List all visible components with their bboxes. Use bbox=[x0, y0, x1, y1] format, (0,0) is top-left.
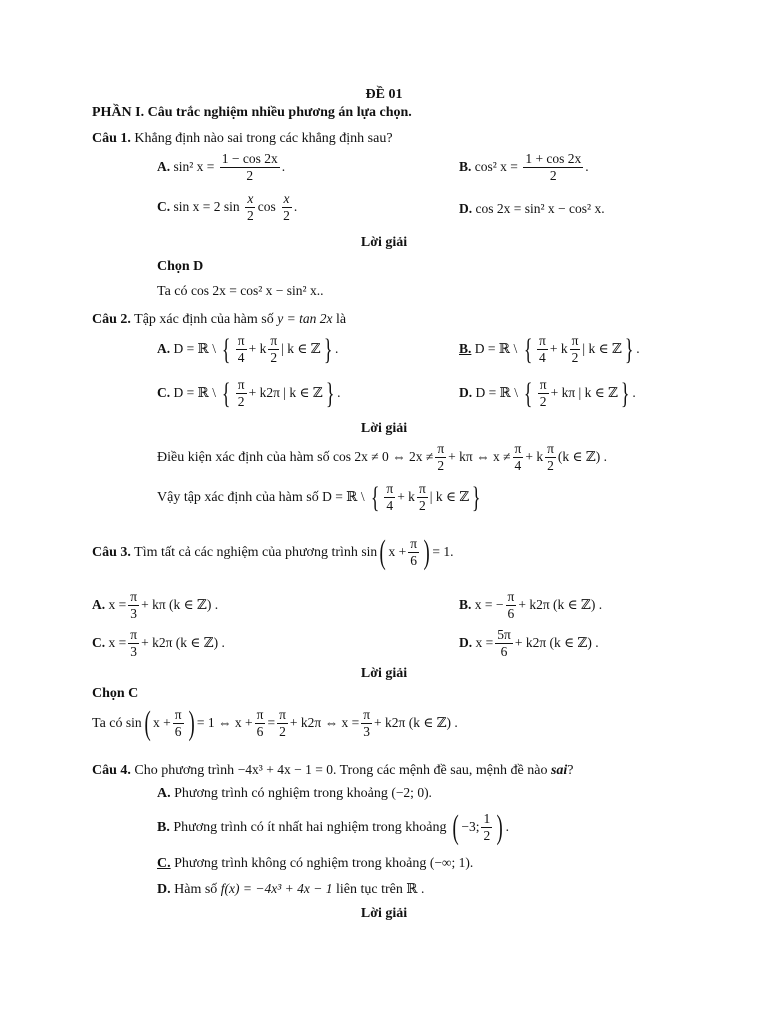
denominator: 3 bbox=[130, 606, 138, 622]
math: D = ℝ \ bbox=[475, 384, 518, 400]
denominator: 4 bbox=[514, 458, 522, 474]
q2-condition-line bbox=[157, 442, 607, 473]
fraction bbox=[236, 334, 247, 365]
text: Phương trình có ít nhất hai nghiệm trong khoảng bbox=[173, 819, 447, 835]
math: + k2π (k ∈ ℤ) . bbox=[518, 596, 603, 612]
denominator: 2 bbox=[246, 168, 254, 184]
numerator: π bbox=[236, 378, 247, 394]
math: sin² x = bbox=[173, 158, 215, 174]
q2-label: Câu 2. bbox=[92, 312, 131, 327]
math: + kπ | k ∈ ℤ bbox=[550, 384, 618, 400]
math: cos² x = bbox=[474, 158, 518, 174]
math: + k bbox=[397, 488, 415, 504]
q1-solution-title: Lời giải bbox=[360, 235, 408, 250]
option-label: A. bbox=[157, 158, 171, 174]
fraction bbox=[277, 708, 288, 739]
numerator: π bbox=[538, 378, 549, 394]
option-label: C. bbox=[157, 198, 171, 214]
part-heading bbox=[92, 106, 412, 120]
q4-qmark: ? bbox=[567, 763, 574, 778]
math: + kπ (k ∈ ℤ) . bbox=[141, 596, 219, 612]
q4-stem bbox=[92, 763, 574, 778]
math: (k ∈ ℤ) . bbox=[557, 448, 607, 464]
right-brace: } bbox=[472, 480, 481, 514]
page-title: ĐỀ 01 bbox=[365, 87, 403, 102]
left-paren: ( bbox=[452, 809, 459, 847]
math: sin x = 2 sin bbox=[173, 198, 240, 214]
option-label: B. bbox=[459, 596, 472, 612]
denominator: 6 bbox=[507, 606, 515, 622]
denominator: 2 bbox=[283, 208, 290, 224]
fraction bbox=[495, 628, 513, 659]
fraction bbox=[236, 378, 247, 409]
math: cos 2x = cos² x − sin² x.. bbox=[191, 283, 324, 298]
math: | k ∈ ℤ bbox=[281, 340, 321, 356]
q2-option-b: B. D = ℝ \ { $\frac{\pi}{4}$ + k $\frac{\pi}{2}$ | k ∈ ℤ} . bbox=[459, 332, 640, 366]
numerator: π bbox=[361, 708, 372, 724]
math: x = bbox=[108, 596, 127, 612]
numerator: π bbox=[277, 708, 288, 724]
fraction bbox=[435, 442, 446, 473]
text: Ta có bbox=[92, 715, 123, 731]
q1-option-c bbox=[157, 192, 297, 223]
q4-option-b bbox=[157, 809, 509, 847]
denominator: 3 bbox=[363, 724, 370, 740]
right-brace: } bbox=[624, 332, 634, 366]
q3-label: Câu 3. bbox=[92, 544, 131, 560]
option-label: B. bbox=[459, 158, 472, 174]
numerator: π bbox=[408, 537, 419, 553]
fraction bbox=[128, 628, 139, 659]
q3-choice: Chọn C bbox=[92, 686, 139, 701]
denominator: 6 bbox=[256, 724, 264, 740]
q3-option-c bbox=[92, 628, 225, 659]
q2-text: Tập xác định của hàm số bbox=[134, 312, 274, 327]
q3-solution-line bbox=[92, 705, 458, 743]
q2-solution-title: Lời giải bbox=[360, 421, 408, 436]
q1-choice: Chọn D bbox=[157, 259, 204, 274]
denominator: 6 bbox=[410, 553, 418, 569]
q1-label: Câu 1. bbox=[92, 131, 131, 146]
q3-option-d bbox=[459, 628, 599, 659]
math: = 1 ⇔ x + bbox=[196, 714, 253, 730]
numerator: π bbox=[236, 334, 247, 350]
right-brace: } bbox=[325, 376, 335, 410]
denominator: 2 bbox=[539, 394, 547, 410]
math: + k2π (k ∈ ℤ) . bbox=[514, 634, 599, 650]
numerator: 1 + cos 2x bbox=[523, 152, 583, 168]
fraction bbox=[570, 334, 581, 365]
denominator: 2 bbox=[418, 498, 426, 514]
denominator: 3 bbox=[130, 644, 138, 660]
math: x + bbox=[152, 714, 171, 730]
fraction bbox=[538, 378, 549, 409]
q2-option-c: C. D = ℝ \ { $\frac{\pi}{2}$ + k2π | k ∈ ℤ} . bbox=[157, 376, 341, 410]
math: D = ℝ \ bbox=[474, 340, 518, 356]
denominator: 6 bbox=[500, 644, 508, 660]
fraction bbox=[408, 537, 419, 568]
math: . bbox=[505, 818, 509, 834]
fraction bbox=[384, 482, 395, 513]
denominator: 2 bbox=[571, 350, 579, 366]
math: + k bbox=[525, 448, 544, 464]
left-paren: ( bbox=[379, 534, 386, 572]
right-paren: ) bbox=[188, 705, 195, 743]
numerator: π bbox=[128, 628, 139, 644]
denominator: 2 bbox=[547, 458, 554, 474]
numerator: 1 bbox=[481, 812, 492, 828]
denominator: 2 bbox=[549, 168, 557, 184]
q3-option-b bbox=[459, 590, 602, 621]
q1-option-a bbox=[157, 152, 285, 183]
q4-emphasis: sai bbox=[550, 763, 568, 778]
numerator: π bbox=[268, 334, 279, 350]
math: cos 2x = sin² x − cos² x. bbox=[475, 201, 605, 216]
denominator: 2 bbox=[247, 208, 254, 224]
option-label: A. bbox=[92, 596, 106, 612]
numerator: π bbox=[417, 482, 428, 498]
math: | k ∈ ℤ bbox=[582, 340, 622, 356]
math: ℝ . bbox=[406, 881, 425, 896]
left-brace: { bbox=[523, 332, 533, 366]
math: x = bbox=[108, 634, 127, 650]
math: . bbox=[293, 198, 298, 214]
fraction bbox=[281, 192, 292, 223]
math: | k ∈ ℤ bbox=[429, 488, 470, 504]
fraction bbox=[537, 334, 548, 365]
denominator: 2 bbox=[279, 724, 286, 740]
text: Phương trình có nghiệm trong khoảng bbox=[174, 786, 388, 801]
text: Điều kiện xác định của hàm số bbox=[157, 449, 330, 465]
right-brace: } bbox=[323, 332, 333, 366]
fraction bbox=[361, 708, 372, 739]
q2-text-end: là bbox=[335, 312, 347, 327]
numerator: π bbox=[537, 334, 548, 350]
numerator: π bbox=[384, 482, 395, 498]
denominator: 4 bbox=[237, 350, 245, 366]
fraction bbox=[128, 590, 139, 621]
q1-stem bbox=[92, 132, 393, 146]
text: liên tục trên bbox=[336, 882, 403, 897]
q2-function: y = tan 2x bbox=[277, 311, 333, 326]
numerator: π bbox=[255, 708, 266, 724]
q1-option-b bbox=[459, 152, 589, 183]
math: cos bbox=[257, 198, 276, 214]
math: + k2π (k ∈ ℤ) . bbox=[141, 634, 225, 650]
math: (−∞; 1). bbox=[429, 855, 474, 870]
option-label: A. bbox=[157, 340, 171, 356]
left-paren: ( bbox=[144, 705, 151, 743]
left-brace: { bbox=[222, 376, 231, 410]
math: D = ℝ \ bbox=[322, 488, 365, 504]
fraction bbox=[513, 442, 524, 473]
numerator: π bbox=[545, 442, 556, 458]
option-label: B. bbox=[157, 819, 170, 835]
math: D = ℝ \ bbox=[173, 340, 216, 356]
fraction bbox=[245, 192, 256, 223]
option-label: D. bbox=[157, 882, 171, 897]
option-label: C. bbox=[157, 384, 171, 400]
q2-conclusion-line bbox=[157, 482, 484, 513]
q4-equation: −4x³ + 4x − 1 = 0. bbox=[237, 762, 337, 777]
numerator: x bbox=[282, 192, 292, 208]
option-label: D. bbox=[459, 384, 473, 400]
text: Hàm số bbox=[174, 882, 218, 897]
text: Vậy tập xác định của hàm số bbox=[157, 489, 319, 505]
numerator: π bbox=[173, 708, 184, 724]
math: sin bbox=[361, 543, 378, 559]
math: + k2π ⇔ x = bbox=[289, 714, 360, 730]
q4-option-a bbox=[157, 786, 432, 801]
q4-text: Cho phương trình bbox=[134, 763, 235, 778]
q3-solution-title: Lời giải bbox=[360, 666, 408, 681]
q2-option-a: A. D = ℝ \ { $\frac{\pi}{4}$ + k $\frac{\pi}{2}$ | k ∈ ℤ} . bbox=[157, 332, 339, 366]
text: Phương trình không có nghiệm trong khoảng bbox=[174, 856, 427, 871]
numerator: π bbox=[570, 334, 581, 350]
denominator: 4 bbox=[539, 350, 546, 366]
math: + k bbox=[248, 340, 267, 356]
fraction bbox=[506, 590, 517, 621]
left-brace: { bbox=[524, 376, 533, 410]
right-paren: ) bbox=[423, 534, 430, 572]
option-label: B. bbox=[459, 340, 472, 356]
fraction bbox=[268, 334, 279, 365]
option-label: C. bbox=[157, 856, 171, 871]
q4-label: Câu 4. bbox=[92, 763, 131, 778]
math: + k bbox=[549, 340, 568, 356]
math: x + bbox=[388, 543, 407, 559]
option-label: D. bbox=[459, 634, 473, 650]
denominator: 2 bbox=[483, 828, 491, 844]
numerator: 1 − cos 2x bbox=[220, 152, 280, 168]
fraction bbox=[481, 812, 492, 843]
denominator: 6 bbox=[174, 724, 182, 740]
part-text: Câu trắc nghiệm nhiều phương án lựa chọn. bbox=[147, 105, 412, 120]
math: cos 2x ≠ 0 ⇔ 2x ≠ bbox=[333, 448, 434, 464]
fraction bbox=[523, 152, 583, 183]
math: (−2; 0). bbox=[391, 785, 432, 800]
numerator: x bbox=[245, 192, 255, 208]
math: x = − bbox=[474, 596, 504, 612]
math: f(x) = −4x³ + 4x − 1 bbox=[220, 881, 333, 896]
math: = bbox=[267, 714, 276, 730]
right-brace: } bbox=[620, 376, 630, 410]
denominator: 2 bbox=[237, 394, 245, 410]
fraction bbox=[255, 708, 266, 739]
math: + kπ ⇔ x ≠ bbox=[448, 448, 511, 464]
right-paren: ) bbox=[496, 809, 504, 847]
numerator: π bbox=[513, 442, 524, 458]
q1-text: Khẳng định nào sai trong các khẳng định sau? bbox=[134, 131, 393, 146]
q2-stem bbox=[92, 312, 346, 327]
math: D = ℝ \ bbox=[173, 384, 216, 400]
numerator: π bbox=[435, 442, 446, 458]
math: sin bbox=[125, 714, 142, 730]
q1-option-d bbox=[459, 202, 605, 216]
numerator: 5π bbox=[495, 628, 513, 644]
option-label: C. bbox=[92, 634, 106, 650]
q3-text: Tìm tất cả các nghiệm của phương trình bbox=[134, 544, 358, 560]
q4-option-d bbox=[157, 882, 424, 897]
fraction bbox=[220, 152, 280, 183]
math: x = bbox=[475, 634, 494, 650]
q2-option-d: D. D = ℝ \ { $\frac{\pi}{2}$ + kπ | k ∈ ℤ} . bbox=[459, 376, 636, 410]
option-label: D. bbox=[459, 201, 473, 216]
numerator: π bbox=[506, 590, 517, 606]
left-brace: { bbox=[370, 480, 380, 514]
math: . bbox=[281, 158, 286, 174]
math: −3; bbox=[461, 818, 480, 834]
q3-option-a bbox=[92, 590, 218, 621]
text: Ta có bbox=[157, 284, 188, 299]
q4-solution-title: Lời giải bbox=[360, 906, 408, 921]
fraction bbox=[173, 708, 184, 739]
denominator: 2 bbox=[437, 458, 445, 474]
q1-solution-line bbox=[157, 284, 323, 299]
option-label: A. bbox=[157, 786, 171, 801]
numerator: π bbox=[128, 590, 139, 606]
part-label: PHẦN I. bbox=[92, 105, 145, 120]
q3-stem bbox=[92, 534, 454, 572]
math: + k2π | k ∈ ℤ bbox=[248, 384, 323, 400]
fraction bbox=[417, 482, 428, 513]
math: . bbox=[585, 158, 589, 174]
fraction bbox=[545, 442, 556, 473]
left-brace: { bbox=[222, 332, 231, 366]
denominator: 2 bbox=[270, 350, 278, 366]
q4-text2: Trong các mệnh đề sau, mệnh đề nào bbox=[339, 763, 548, 778]
math: = 1. bbox=[432, 543, 454, 559]
math: + k2π (k ∈ ℤ) . bbox=[374, 714, 458, 730]
denominator: 4 bbox=[386, 498, 394, 514]
q4-option-c bbox=[157, 856, 473, 871]
